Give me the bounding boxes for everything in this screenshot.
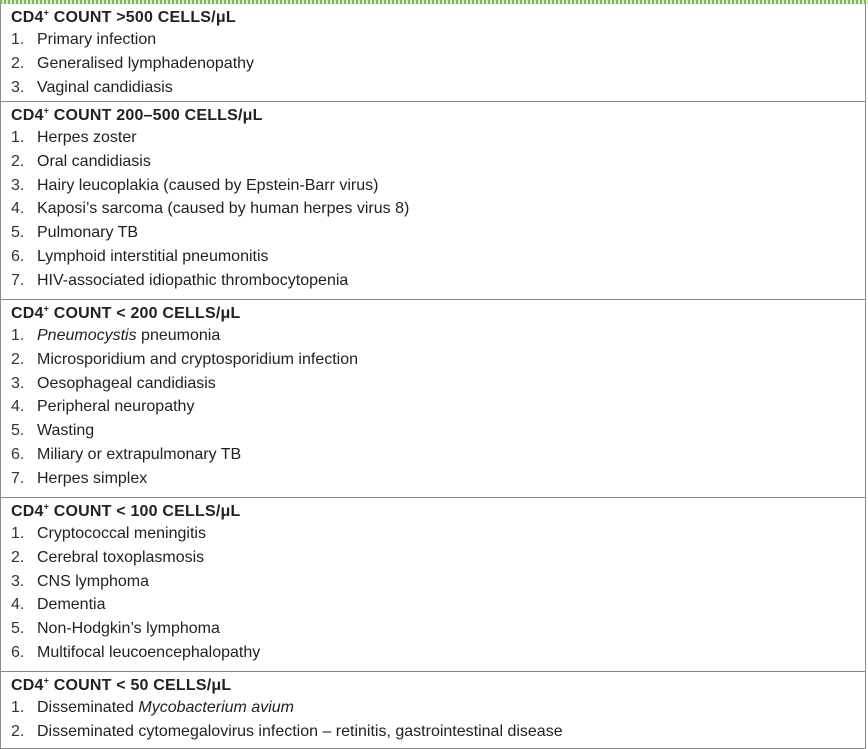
section-cd4-200-500: [1, 102, 865, 300]
list-item: 6. Miliary or extrapulmonary TB: [11, 445, 242, 463]
list-item: 1. Cryptococcal meningitis: [11, 525, 206, 542]
list-item: 7. Herpes simplex: [11, 469, 148, 487]
section-heading: CD4+ COUNT < 200 CELLS/μL: [11, 303, 241, 322]
section-cd4-under-200: [1, 300, 865, 498]
list-item: 6. Lymphoid interstitial pneumonitis: [11, 247, 269, 265]
list-item: 3. Hairy leucoplakia (caused by Epstein-Barr virus): [11, 176, 379, 194]
section-heading: CD4+ COUNT 200–500 CELLS/μL: [11, 105, 263, 124]
cd4-count-table: [0, 4, 866, 749]
section-cd4-over-500: [1, 4, 865, 102]
list-item: 4. Dementia: [11, 596, 106, 614]
section-cd4-under-100: [1, 498, 865, 672]
list-item: 1. Primary infection: [11, 31, 157, 48]
list-item: 1. Herpes zoster: [11, 129, 137, 146]
list-item: 6. Multifocal leucoencephalopathy: [11, 643, 261, 661]
list-item: 5. Wasting: [11, 422, 95, 440]
list-item: 1. Disseminated Mycobacterium avium: [11, 699, 294, 716]
list-item: 2. Generalised lymphadenopathy: [11, 54, 255, 72]
list-item: 3. CNS lymphoma: [11, 572, 150, 590]
list-item: 2. Oral candidiasis: [11, 152, 151, 170]
list-item: 1. Pneumocystis pneumonia: [11, 327, 221, 344]
list-item: 5. Non-Hodgkin’s lymphoma: [11, 620, 220, 638]
section-heading: CD4+ COUNT >500 CELLS/μL: [11, 7, 236, 26]
section-heading: CD4+ COUNT < 50 CELLS/μL: [11, 675, 232, 694]
list-item: 4. Kaposi’s sarcoma (caused by human herpes virus 8): [11, 200, 410, 218]
list-item: 7. HIV-associated idiopathic thrombocytopenia: [11, 271, 349, 289]
list-item: 2. Cerebral toxoplasmosis: [11, 548, 205, 566]
section-heading: CD4+ COUNT < 100 CELLS/μL: [11, 501, 241, 520]
list-item: 2. Microsporidium and cryptosporidium infection: [11, 350, 359, 368]
list-item: 3. Vaginal candidiasis: [11, 78, 173, 96]
list-item: 3. Oesophageal candidiasis: [11, 374, 216, 392]
list-item: 4. Peripheral neuropathy: [11, 398, 195, 416]
list-item: 2. Disseminated cytomegalovirus infection – retinitis, gastrointestinal disease: [11, 722, 563, 740]
section-cd4-under-50: [1, 672, 865, 749]
list-item: 5. Pulmonary TB: [11, 224, 139, 242]
